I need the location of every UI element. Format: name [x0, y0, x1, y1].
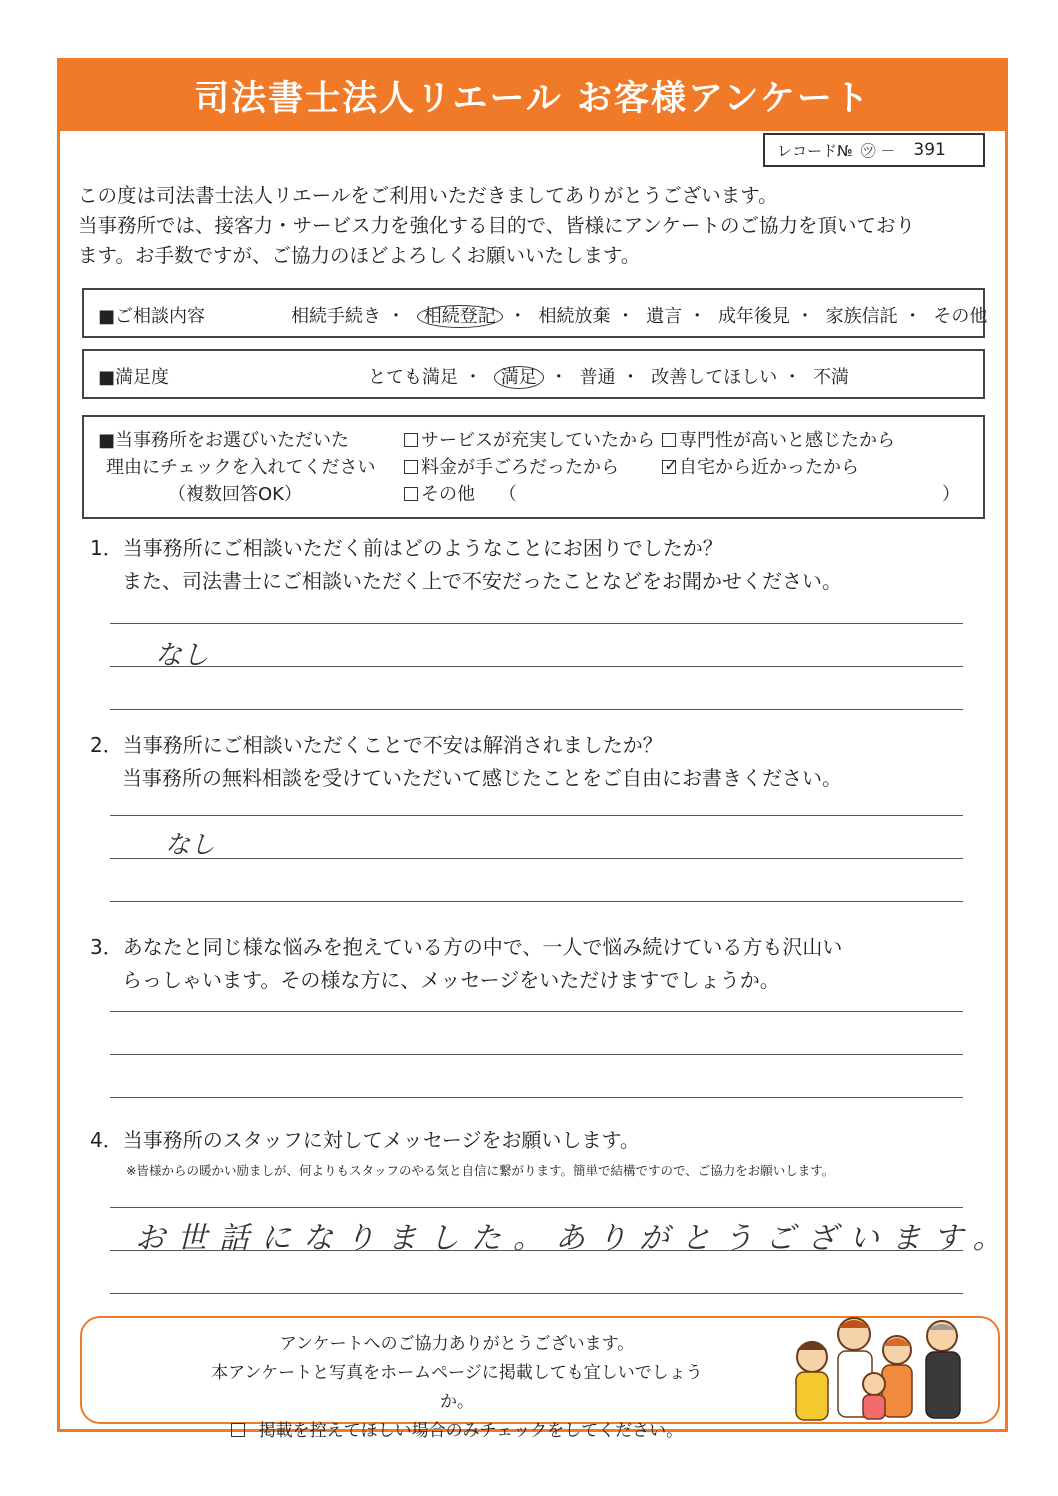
consultation-option[interactable]: その他 — [933, 306, 988, 327]
question-text: 3．あなたと同じ様な悩みを抱えている方の中で、一人で悩み続けている方も沢山い — [90, 935, 843, 959]
question-text: また、司法書士にご相談いただく上で不安だったことなどをお聞かせください。 — [122, 569, 842, 593]
question-4 — [90, 1124, 640, 1157]
answer-line — [110, 1250, 963, 1251]
reason-checkbox[interactable] — [404, 481, 517, 508]
other-paren-close: ） — [942, 484, 960, 505]
intro-line: ます。お手数ですが、ご協力のほどよろしくお願いいたします。 — [78, 244, 641, 267]
intro-line: 当事務所では、接客力・サービス力を強化する目的で、皆様にアンケートのご協力を頂いており — [78, 214, 915, 237]
answer-line — [110, 1011, 963, 1012]
answer-line — [110, 1054, 963, 1055]
reason-label: 専門性が高いと感じたから — [679, 430, 895, 451]
answer-line — [110, 1207, 963, 1208]
answer-1-handwriting[interactable]: なし — [155, 640, 209, 671]
consultation-option[interactable]: 相続放棄 — [538, 306, 611, 327]
answer-line — [110, 901, 963, 902]
reason-label: その他 — [421, 484, 475, 505]
satisfaction-option[interactable]: 不満 — [812, 367, 849, 388]
consultation-option[interactable]: 相続手続き — [291, 306, 381, 327]
reason-label: サービスが充実していたから — [421, 430, 655, 451]
reasons-label-line: （複数回答OK） — [168, 484, 302, 505]
person-figure-icon — [926, 1321, 960, 1418]
satisfaction-option-selected[interactable]: 満足 — [494, 366, 544, 389]
consultation-options: 相続手続き ・ 相続登記 ・ 相続放棄 ・ 遺言 ・ 成年後見 ・ 家族信託 ・ その他 — [291, 306, 988, 327]
checkbox-empty-icon[interactable] — [404, 433, 418, 447]
footer-line: 掲載を控えてほしい場合のみチェックをしてください。 — [258, 1421, 684, 1441]
footer-text — [197, 1330, 717, 1446]
person-figure-icon — [796, 1341, 828, 1420]
record-label: レコード№ — [777, 141, 853, 160]
checkbox-checked-icon[interactable] — [662, 460, 676, 474]
checkbox-empty-icon[interactable] — [662, 433, 676, 447]
answer-line — [110, 858, 963, 859]
question-1 — [90, 532, 842, 598]
consultation-box — [82, 288, 988, 338]
record-number-box — [763, 133, 985, 167]
reasons-label — [98, 427, 375, 508]
reason-checkbox[interactable] — [404, 427, 655, 454]
answer-line — [110, 709, 963, 710]
footer-box — [80, 1316, 1000, 1441]
reason-label: 自宅から近かったから — [679, 457, 859, 478]
question-text: 2．当事務所にご相談いただくことで不安は解消されましたか？ — [90, 733, 663, 757]
answer-2-handwriting[interactable]: なし — [165, 830, 216, 859]
checkbox-empty-icon[interactable] — [404, 460, 418, 474]
question-text: 1．当事務所にご相談いただく前はどのようなことにお困りでしたか？ — [90, 536, 723, 560]
answer-4-handwriting[interactable]: お世話になりました。ありがとうございます。 — [135, 1221, 1015, 1256]
question-4-note: ※皆様からの暖かい励ましが、何よりもスタッフのやる気と自信に繋がります。簡単で結構ですので、ご協力をお願いします。 — [126, 1163, 835, 1178]
intro-text — [78, 181, 993, 271]
satisfaction-box — [82, 349, 985, 399]
answer-line — [110, 623, 963, 624]
reasons-box — [82, 415, 985, 519]
answer-line — [110, 815, 963, 816]
satisfaction-option[interactable]: 普通 — [579, 367, 616, 388]
reason-checkbox[interactable] — [662, 427, 895, 454]
title-bar — [60, 61, 1005, 131]
consultation-option[interactable]: 家族信託 — [825, 306, 898, 327]
survey-sheet — [57, 58, 1015, 1441]
question-text: 4．当事務所のスタッフに対してメッセージをお願いします。 — [90, 1128, 640, 1152]
reason-label: 料金が手ごろだったから — [421, 457, 619, 478]
question-text: 当事務所の無料相談を受けていただいて感じたことをご自由にお書きください。 — [122, 766, 842, 790]
consultation-option[interactable]: 成年後見 — [717, 306, 790, 327]
reason-checkbox-checked[interactable] — [662, 454, 859, 481]
person-figure-icon — [863, 1373, 885, 1419]
checkbox-empty-icon[interactable] — [231, 1423, 245, 1437]
satisfaction-label: ■満足度 — [98, 367, 170, 388]
record-code: ㋡ － — [860, 141, 896, 160]
record-number: 391 — [913, 140, 946, 160]
question-3 — [90, 931, 842, 997]
person-figure-icon — [882, 1336, 912, 1417]
reasons-label-line: ■当事務所をお選びいただいた — [98, 430, 350, 451]
reason-checkbox[interactable] — [404, 454, 619, 481]
footer-line: 本アンケートと写真をホームページに掲載しても宜しいでしょうか。 — [211, 1363, 703, 1412]
consultation-label: ■ご相談内容 — [98, 306, 206, 327]
intro-line: この度は司法書士法人リエールをご利用いただきましてありがとうございます。 — [78, 184, 778, 207]
question-2 — [90, 729, 842, 795]
checkbox-empty-icon[interactable] — [404, 487, 418, 501]
consultation-option[interactable]: 遺言 — [646, 306, 683, 327]
other-paren-open: （ — [498, 484, 517, 505]
reasons-label-line: 理由にチェックを入れてください — [106, 457, 376, 478]
question-text: らっしゃいます。その様な方に、メッセージをいただけますでしょうか。 — [122, 968, 780, 992]
family-illustration-icon — [782, 1302, 982, 1422]
satisfaction-option[interactable]: とても満足 — [368, 367, 458, 388]
satisfaction-options: とても満足 ・ 満足 ・ 普通 ・ 改善してほしい ・ 不満 — [368, 367, 849, 388]
consultation-option-selected[interactable]: 相続登記 — [417, 305, 503, 328]
satisfaction-option[interactable]: 改善してほしい — [651, 367, 778, 388]
page-title: 司法書士法人リエール お客様アンケート — [194, 79, 871, 119]
footer-line: アンケートへのご協力ありがとうございます。 — [279, 1334, 635, 1354]
answer-line — [110, 666, 963, 667]
answer-line — [110, 1097, 963, 1098]
answer-line — [110, 1293, 963, 1294]
